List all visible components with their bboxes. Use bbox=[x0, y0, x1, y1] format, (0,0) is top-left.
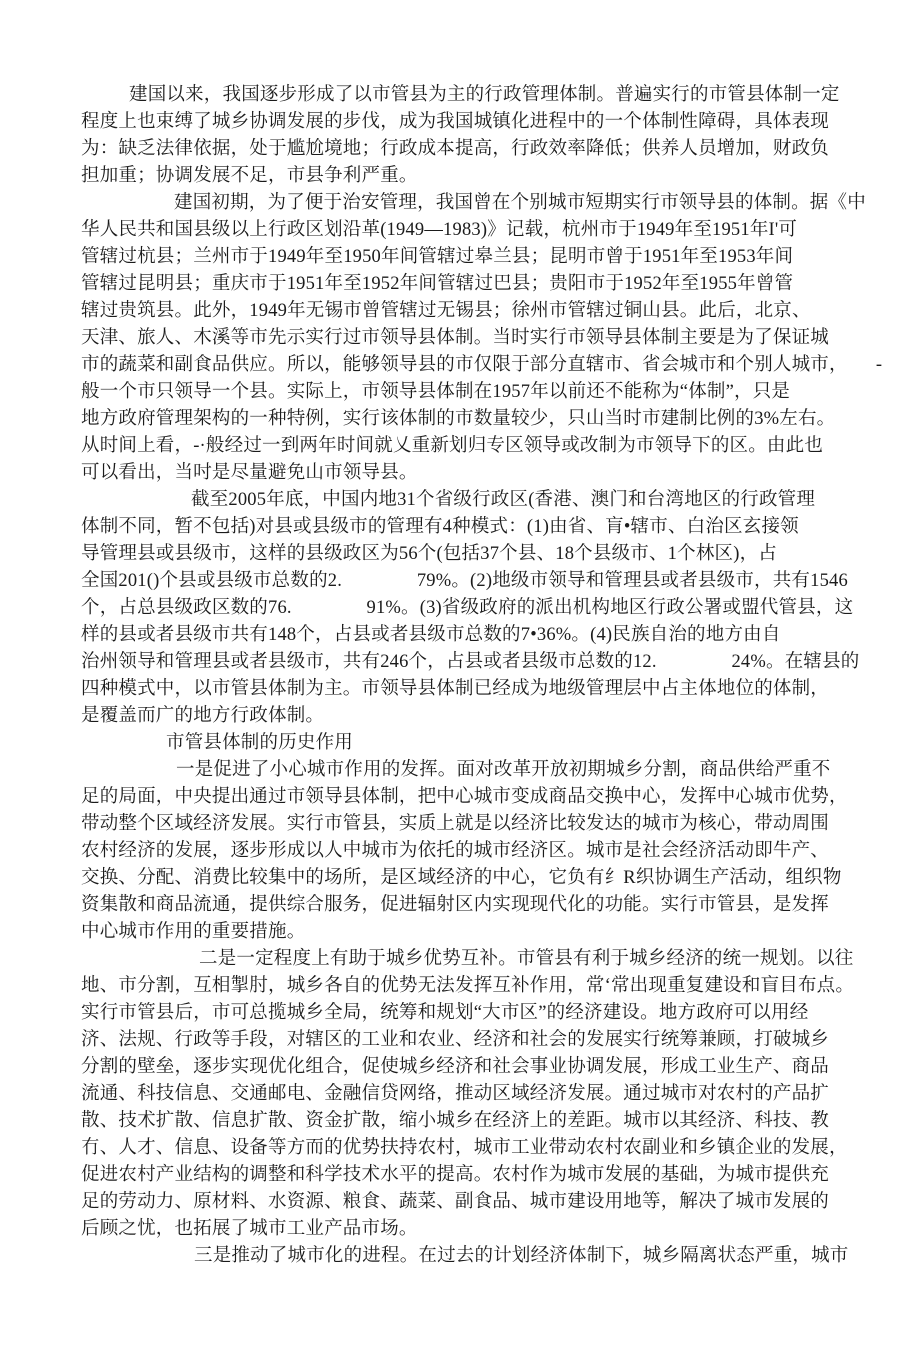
text-line: 促进农村产业结构的调整和科学技术水平的提高。农村作为城市发展的基础，为城市提供充 bbox=[81, 1165, 830, 1185]
text-line: 一是促进了小心城市作用的发挥。面对改革开放初期城乡分割，商品供给严重不 bbox=[176, 760, 831, 780]
text-line: 华人民共和国县级以上行政区划沿革(1949—1983)》记载，杭州市于1949年至1951年I'可 bbox=[81, 220, 798, 240]
text-line: 中心城市作用的重要措施。 bbox=[81, 922, 306, 942]
text-line: 全国201()个县或县级市总数的2. 79%。(2)地级市领导和管理县或者县级市，共有1546 bbox=[81, 571, 848, 591]
text-line: 济、法规、行政等手段，对辖区的工业和农业、经济和社会的发展实行统筹兼顾，打破城乡 bbox=[81, 1030, 830, 1050]
text-line: 散、技术扩散、信息扩散、资金扩散，缩小城乡在经济上的差距。城市以其经济、科技、教 bbox=[81, 1111, 830, 1131]
text-line: 辖过贵筑县。此外，1949年无锡市曾管辖过无锡县；徐州市管辖过铜山县。此后，北京、 bbox=[81, 301, 811, 321]
text-line: 从时间上看，-·般经过一到两年时间就乂重新划归专区领导或改制为市领导下的区。由此也 bbox=[81, 436, 824, 456]
text-line: 分割的壁垒，逐步实现优化组合，促使城乡经济和社会事业协调发展，形成工业生产、商品 bbox=[81, 1057, 830, 1077]
text-line: 二是一定程度上有助于城乡优势互补。市管县有利于城乡经济的统一规划。以往 bbox=[199, 949, 854, 969]
text-line: 治州领导和管理县或者县级市，共有246个，占县或者县级市总数的12. 24%。在辖县的 bbox=[81, 652, 860, 672]
text-line: 程度上也束缚了城乡协调发展的步伐，成为我国城镇化进程中的一个体制性障碍，具体表现 bbox=[81, 112, 830, 132]
text-line: 为：缺乏法律依据，处于尴尬境地；行政成本提高，行政效率降低；供养人员增加，财政负 bbox=[81, 139, 830, 159]
text-line: 建国初期，为了便于治安管理，我国曾在个别城市短期实行市领导县的体制。据《中 bbox=[174, 193, 866, 213]
text-line: 地、市分割，互相掣肘，城乡各自的优势无法发挥互补作用，常‘常出现重复建设和盲目布点。 bbox=[81, 976, 855, 996]
text-line: 样的县或者县级市共有148个，占县或者县级市总数的7•36%。(4)民族自治的地方由自 bbox=[81, 625, 781, 645]
text-line: 体制不同，暂不包括)对县或县级市的管理有4种模式：(1)由省、肓•辖市、白治区玄接领 bbox=[81, 517, 799, 537]
text-line: 后顾之忧，也拓展了城市工业产品市场。 bbox=[81, 1219, 418, 1239]
text-line: 带动整个区域经济发展。实行市管县，实质上就是以经济比较发达的城市为核心，带动周围 bbox=[81, 814, 830, 834]
text-line: 冇、人才、信息、设备等方而的优势扶持农村，城市工业带动农村农副业和乡镇企业的发展， bbox=[81, 1138, 848, 1158]
text-line: 般一个市只领导一个县。实际上，市领导县体制在1957年以前还不能称为“体制”，只是 bbox=[81, 382, 791, 402]
text-line: 导管理县或县级市，这样的县级政区为56个(包括37个县、18个县级市、1个林区)，占 bbox=[81, 544, 777, 564]
text-line: 个，占总县级政区数的76. 91%。(3)省级政府的派出机构地区行政公署或盟代管县，这 bbox=[81, 598, 854, 618]
text-line: 建国以来，我国逐步形成了以市管县为主的行政管理体制。普遍实行的市管县体制一定 bbox=[129, 85, 840, 105]
text-line: 可以看出，当吋是尽量避免山市领导县。 bbox=[81, 463, 418, 483]
text-line: 四种模式中，以市管县体制为主。市领导县体制已经成为地级管理层中占主体地位的体制， bbox=[81, 679, 830, 699]
text-line: 足的局面，中央提出通过市领导县体制，把中心城市变成商品交换中心，发挥中心城市优势， bbox=[81, 787, 848, 807]
text-line: 三是推动了城市化的进程。在过去的计划经济体制下，城乡隔离状态严重，城市 bbox=[194, 1246, 849, 1266]
text-line: 市管县体制的历史作用 bbox=[166, 733, 354, 753]
text-line: 足的劳动力、原材料、水资源、粮食、蔬菜、副食品、城市建设用地等，解决了城市发展的 bbox=[81, 1192, 830, 1212]
text-line: 天津、旅人、木溪等市先示实行过市领导县体制。当时实行市领导县体制主要是为了保证城 bbox=[81, 328, 830, 348]
document-text-block bbox=[81, 82, 911, 1270]
text-line: 流通、科技信息、交通邮电、金融信贷网络，推动区域经济发展。通过城市对农村的产品扩 bbox=[81, 1084, 830, 1104]
text-line: 农村经济的发展，逐步形成以人中城市为依托的城市经济区。城市是社会经济活动即牛产、 bbox=[81, 841, 830, 861]
text-line: 管辖过杭县；兰州市于1949年至1950年间管辖过皋兰县；昆明市曾于1951年至1953年间 bbox=[81, 247, 794, 267]
text-line: 资集散和商品流通，提供综合服务，促进辐射区内实现现代化的功能。实行市管县，是发挥 bbox=[81, 895, 830, 915]
text-line: 是覆盖而广的地方行政体制。 bbox=[81, 706, 325, 726]
text-line: 市的蔬菜和副食品供应。所以，能够领导县的市仅限于部分直辖市、省会城市和个别人城市， - bbox=[81, 355, 883, 375]
text-line: 实行市管县后，市可总揽城乡全局，统筹和规划“大市区”的经济建设。地方政府可以用经 bbox=[81, 1003, 809, 1023]
text-line: 管辖过昆明县；重庆市于1951年至1952年间管辖过巴县；贵阳市于1952年至1955年曾管 bbox=[81, 274, 794, 294]
text-line: 截至2005年底，中国内地31个省级行政区(香港、澳门和台湾地区的行政管理 bbox=[191, 490, 816, 510]
text-line: 地方政府管理架构的一种特例，实行该体制的市数量较少，只山当时市建制比例的3%左右。 bbox=[81, 409, 836, 429]
text-line: 交换、分配、消费比较集中的场所，是区域经济的中心，它负有纟R织协调生产活动，组织物 bbox=[81, 868, 842, 888]
text-line: 担加重；协调发展不足，市县争利严重。 bbox=[81, 166, 418, 186]
